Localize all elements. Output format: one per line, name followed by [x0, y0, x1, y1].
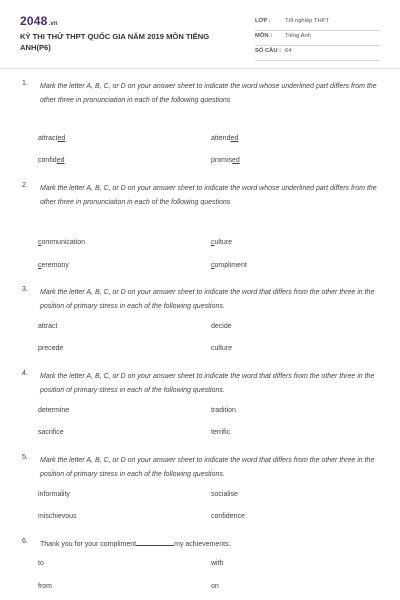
question-text-after: my achievements. — [174, 541, 231, 548]
option-text: socialise — [211, 491, 238, 498]
option-a[interactable] — [38, 560, 44, 567]
option-a[interactable] — [38, 407, 69, 414]
option-underlined: c — [38, 262, 42, 269]
question-number: 2. — [22, 182, 28, 189]
question-number: 6. — [22, 538, 28, 545]
option-d[interactable] — [211, 157, 240, 164]
meta-key: SỐ CÂU : — [255, 48, 282, 54]
option-text: on — [211, 583, 219, 590]
option-text: promis — [211, 157, 233, 164]
option-text: mischievous — [38, 513, 77, 520]
option-text: ompliment — [214, 262, 247, 269]
option-text: eremony — [41, 262, 69, 269]
option-b[interactable] — [211, 407, 236, 414]
option-text: tradition — [211, 407, 236, 414]
option-b[interactable] — [211, 323, 232, 330]
option-b[interactable] — [211, 135, 238, 142]
option-text: attend — [211, 135, 231, 142]
option-a[interactable] — [38, 491, 70, 498]
question-number: 1. — [22, 80, 28, 87]
option-text: informality — [38, 491, 70, 498]
question-number: 5. — [22, 454, 28, 461]
logo-text: 2048 — [20, 14, 48, 28]
option-d[interactable] — [211, 429, 230, 436]
option-text: attract — [38, 135, 58, 142]
option-d[interactable] — [211, 262, 247, 269]
meta-subject — [255, 30, 380, 46]
option-b[interactable] — [211, 491, 238, 498]
option-text: determine — [38, 407, 70, 414]
question-text — [40, 538, 385, 552]
option-text: precede — [38, 345, 64, 352]
question-number: 3. — [22, 286, 28, 293]
option-text: ulture — [214, 239, 233, 246]
option-text: sacrifice — [38, 429, 64, 436]
option-underlined: ed — [57, 135, 66, 142]
meta-value: 64 — [285, 48, 292, 54]
option-underlined: ed — [230, 135, 239, 142]
option-a[interactable] — [38, 323, 57, 330]
option-underlined: c — [38, 239, 42, 246]
option-text: attract — [38, 323, 58, 330]
logo-suffix: .vn — [48, 21, 58, 27]
option-text: ommunication — [41, 239, 86, 246]
option-c[interactable] — [38, 429, 64, 436]
meta-question-count — [255, 45, 380, 61]
meta-class — [255, 15, 380, 31]
meta-value: Tiếng Anh — [285, 33, 311, 39]
exam-header — [0, 0, 400, 64]
option-text: from — [38, 583, 52, 590]
site-logo[interactable] — [20, 14, 58, 28]
option-text: confid — [38, 157, 57, 164]
question-text: Mark the letter A, B, C, or D on your answer sheet to indicate the word whose underlined part differs from the other three in pronunciation in each of the following questions — [40, 83, 377, 104]
question-text: Mark the letter A, B, C, or D on your answer sheet to indicate the word that differs from the other three in the position of primary stress in each of the following questions. — [40, 289, 375, 310]
option-text: to — [38, 560, 44, 567]
option-d[interactable] — [211, 583, 219, 590]
question-text: Mark the letter A, B, C, or D on your answer sheet to indicate the word whose underlined part differs from the other three in pronunciation in each of the following questions — [40, 185, 377, 206]
exam-title: KỲ THI THỬ THPT QUỐC GIA NĂM 2019 MÔN TIẾNG ANH(P6) — [20, 32, 210, 52]
question-number: 4. — [22, 370, 28, 377]
option-underlined: ed — [56, 157, 65, 164]
option-text: confidence — [211, 513, 245, 520]
answer-blank — [136, 539, 174, 546]
meta-key: LỚP : — [255, 18, 271, 24]
question-text: Mark the letter A, B, C, or D on your answer sheet to indicate the word that differs from the other three in the position of primary stress in each of the following questions. — [40, 373, 375, 394]
option-text: decide — [211, 323, 232, 330]
option-b[interactable] — [211, 239, 232, 246]
option-a[interactable] — [38, 239, 85, 246]
option-d[interactable] — [211, 345, 232, 352]
meta-key: MÔN : — [255, 33, 273, 39]
option-d[interactable] — [211, 513, 245, 520]
option-c[interactable] — [38, 583, 52, 590]
option-c[interactable] — [38, 262, 69, 269]
option-underlined: c — [211, 239, 215, 246]
option-b[interactable] — [211, 560, 223, 567]
option-text: terrific — [211, 429, 231, 436]
header-divider — [0, 68, 400, 69]
option-underlined: c — [211, 262, 215, 269]
question-text: Mark the letter A, B, C, or D on your answer sheet to indicate the word that differs from the other three in the position of primary stress in each of the following questions. — [40, 457, 375, 478]
option-c[interactable] — [38, 157, 64, 164]
option-text: culture — [211, 345, 233, 352]
meta-value: Tốt nghiệp THPT — [285, 18, 330, 24]
option-underlined: ed — [232, 157, 240, 164]
question-text-before: Thank you for your compliment — [40, 541, 137, 548]
option-text: with — [211, 560, 224, 567]
option-c[interactable] — [38, 345, 63, 352]
option-c[interactable] — [38, 513, 77, 520]
option-a[interactable] — [38, 135, 65, 142]
